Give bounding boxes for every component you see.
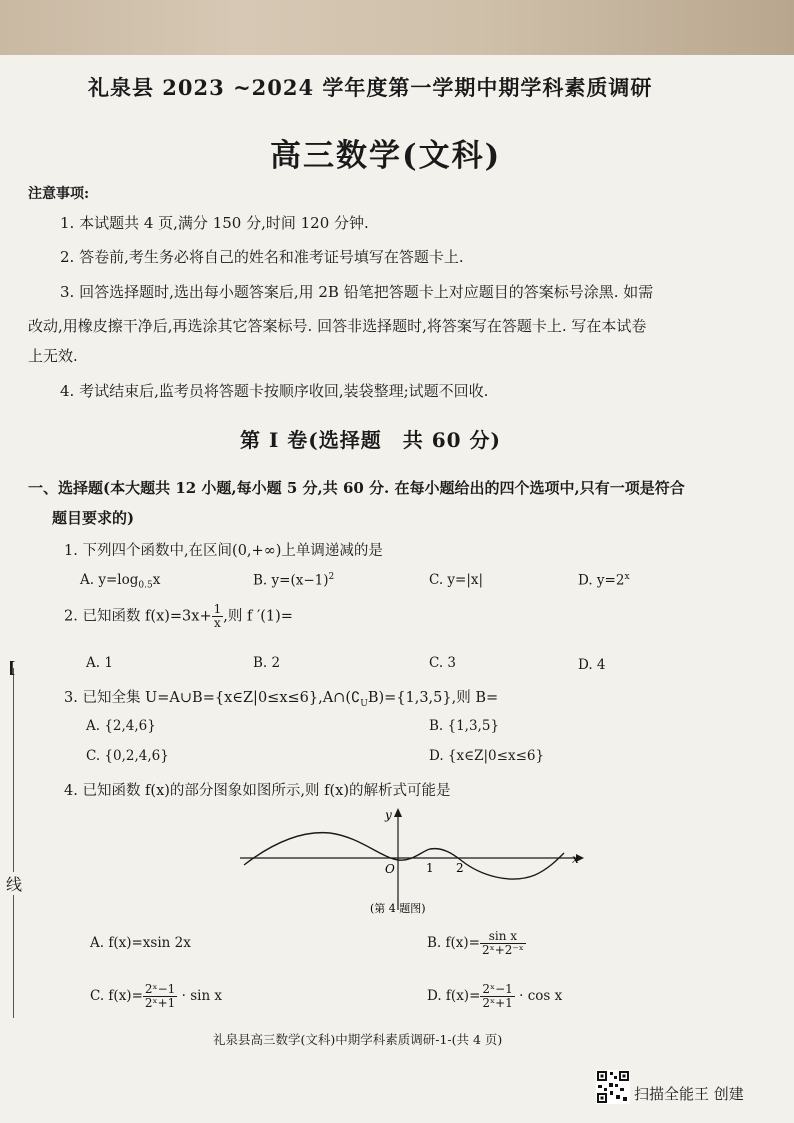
q1-a-tail: x [152, 572, 161, 588]
q1-option-c: C. y=|x| [429, 572, 484, 588]
q3-stem-text: 3. 已知全集 U=A∪B={x∈Z|0≤x≤6},A∩(∁ [64, 690, 361, 706]
q1-option-b [253, 572, 334, 589]
q4-b-fraction [480, 930, 526, 957]
q2-stem-post: ,则 f ′(1)= [223, 608, 293, 625]
q4-b-pre: B. f(x)= [427, 935, 480, 951]
page-footer: 礼泉县高三数学(文科)中期学科素质调研-1-(共 4 页) [213, 1032, 503, 1047]
q4-c-num: 2ˣ−1 [144, 982, 176, 996]
q3-stem-tail: B)={1,3,5},则 B= [367, 690, 499, 706]
notice-item-3: 3. 回答选择题时,选出每小题答案后,用 2B 铅笔把答题卡上对应题目的答案标号涂黑. 如需 [60, 283, 654, 301]
q1-stem: 1. 下列四个函数中,在区间(0,+∞)上单调递减的是 [64, 543, 383, 559]
origin-label: O [385, 862, 395, 876]
q2-option-c: C. 3 [429, 655, 457, 671]
part-heading-cont: 题目要求的) [52, 509, 135, 527]
q2-option-d: D. 4 [578, 657, 606, 673]
q4-d-den: 2ˣ+1 [482, 996, 513, 1010]
qr-code-icon [596, 1070, 630, 1104]
q4-option-c [90, 983, 222, 1010]
q4-b-den: 2ˣ+2⁻ˣ [481, 943, 524, 957]
q4-d-num: 2ˣ−1 [482, 982, 513, 996]
q4-option-b [427, 930, 526, 957]
q2-frac-num: 1 [213, 602, 222, 616]
part-heading: 一、选择题(本大题共 12 小题,每小题 5 分,共 60 分. 在每小题给出的四个选项中,只有一项是符合 [28, 479, 685, 497]
graph-caption: (第 4 题图) [370, 902, 426, 915]
q2-stem-pre: 2. 已知函数 f(x)=3x+ [64, 608, 212, 625]
q3-option-c: C. {0,2,4,6} [86, 748, 169, 764]
q2-stem [64, 603, 293, 630]
x-label: x [572, 852, 579, 866]
q1-d-sup: x [624, 572, 630, 582]
q3-option-a: A. {2,4,6} [86, 718, 156, 734]
notice-item-4: 4. 考试结束后,监考员将答题卡按顺序收回,装袋整理;试题不回收. [60, 382, 489, 400]
q4-option-a: A. f(x)=xsin 2x [90, 935, 191, 951]
q3-stem [64, 686, 498, 709]
q4-d-fraction [480, 983, 514, 1010]
section-title: 第 I 卷(选择题 共 60 分) [240, 428, 501, 452]
q1-b-sup: 2 [328, 572, 335, 582]
q4-c-den: 2ˣ+1 [144, 996, 176, 1010]
exam-title: 礼泉县 2023 ~2024 学年度第一学期中期学科素质调研 [88, 75, 653, 100]
q4-d-pre: D. f(x)= [427, 988, 481, 1004]
scanner-watermark-label: 扫描全能王 创建 [634, 1085, 744, 1103]
q1-b-text: B. y=(x−1) [253, 572, 329, 589]
binding-mark: [ [8, 658, 16, 677]
function-curve [244, 833, 564, 879]
notice-item-1: 1. 本试题共 4 页,满分 150 分,时间 120 分钟. [60, 214, 369, 232]
tick-label-1: 1 [426, 861, 434, 875]
binding-line [13, 668, 14, 1018]
q1-d-text: D. y=2 [578, 572, 625, 589]
notice-item-3-cont: 改动,用橡皮擦干净后,再选涂其它答案标号. 回答非选择题时,将答案写在答题卡上. 写在本试卷 [28, 317, 647, 335]
q1-a-sub: 0.5 [138, 580, 153, 591]
notice-heading: 注意事项: [28, 186, 90, 202]
q3-option-d: D. {x∈Z|0≤x≤6} [429, 748, 545, 764]
q4-b-num: sin x [480, 930, 526, 944]
q4-stem: 4. 已知函数 f(x)的部分图象如图所示,则 f(x)的解析式可能是 [64, 783, 451, 799]
subject-title: 高三数学(文科) [270, 138, 502, 174]
q4-graph [230, 805, 590, 920]
q2-option-b: B. 2 [253, 655, 281, 671]
tick-label-2: 2 [456, 861, 464, 875]
q4-c-post: · sin x [181, 988, 223, 1004]
y-label: y [385, 808, 392, 822]
q1-a-text: A. y=log [80, 572, 139, 588]
q2-fraction [212, 603, 224, 630]
y-axis-arrow [394, 808, 402, 817]
q1-option-d [578, 572, 630, 589]
q3-option-b: B. {1,3,5} [429, 718, 500, 734]
q2-frac-den: x [214, 616, 221, 630]
q4-c-pre: C. f(x)= [90, 988, 143, 1004]
notice-item-2: 2. 答卷前,考生务必将自己的姓名和准考证号填写在答题卡上. [60, 248, 464, 266]
q4-c-fraction [143, 983, 177, 1010]
q2-option-a: A. 1 [86, 655, 113, 671]
q3-stem-sub: U [360, 698, 368, 709]
binding-label: 线 [6, 872, 22, 895]
notice-item-3-end: 上无效. [28, 347, 78, 365]
q4-option-d [427, 983, 562, 1010]
q4-d-post: · cos x [519, 988, 563, 1004]
q1-option-a [80, 572, 160, 591]
scan-top-band [0, 0, 794, 55]
